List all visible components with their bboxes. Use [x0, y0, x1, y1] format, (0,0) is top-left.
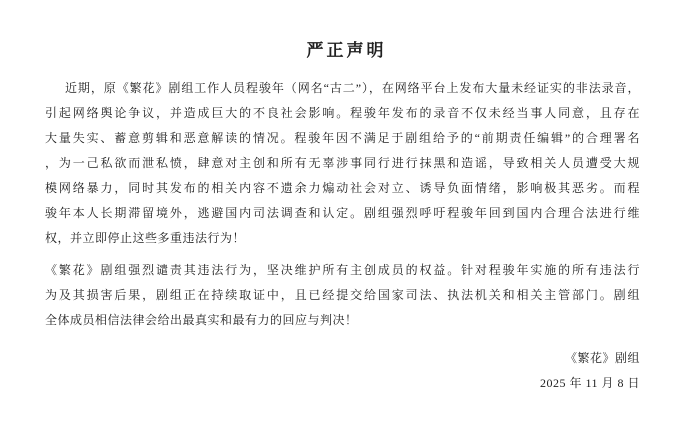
statement-line: 骏年本人长期滞留境外，逃避国内司法调查和认定。剧组强烈呼吁程骏年回到国内合理合法进行维: [45, 206, 640, 220]
statement-line: 为及其损害后果，剧组正在持续取证中，且已经提交给国家司法、执法机关和相关主管部门。剧组: [45, 288, 640, 302]
statement-line: 大量失实、蓄意剪辑和恶意解读的情况。程骏年因不满足于剧组给予的“前期责任编辑”的合理署名: [45, 131, 640, 145]
statement-line: 引起网络舆论争议，并造成巨大的不良社会影响。程骏年发布的录音不仅未经当事人同意，且存在: [45, 106, 640, 120]
statement-line: 近期，原《繁花》剧组工作人员程骏年（网名“古二”），在网络平台上发布大量未经证实的非法录音，: [65, 81, 640, 95]
statement-line: 模网络暴力，同时其发布的相关内容不遗余力煽动社会对立、诱导负面情绪，影响极其恶劣。而程: [45, 181, 640, 195]
statement-date: 2025 年 11 月 8 日: [539, 376, 640, 390]
statement-line: 全体成员相信法律会给出最真实和最有力的回应与判决！: [45, 313, 358, 327]
statement-line: 权，并立即停止这些多重违法行为！: [45, 231, 246, 245]
signature: 《繁花》剧组: [564, 351, 640, 365]
statement-line: ，为一己私欲而泄私愤，肆意对主创和所有无辜涉事同行进行抹黑和造谣，导致相关人员遭受大规: [45, 156, 640, 170]
statement-paragraph-1: [45, 76, 640, 251]
signature-block: [45, 346, 640, 396]
statement-title: 严正声明: [306, 41, 387, 60]
statement-line: 《繁花》剧组强烈谴责其违法行为，坚决维护所有主创成员的权益。针对程骏年实施的所有违法行: [45, 263, 640, 277]
statement-body: [45, 76, 640, 396]
statement-paragraph-2: [45, 258, 640, 333]
